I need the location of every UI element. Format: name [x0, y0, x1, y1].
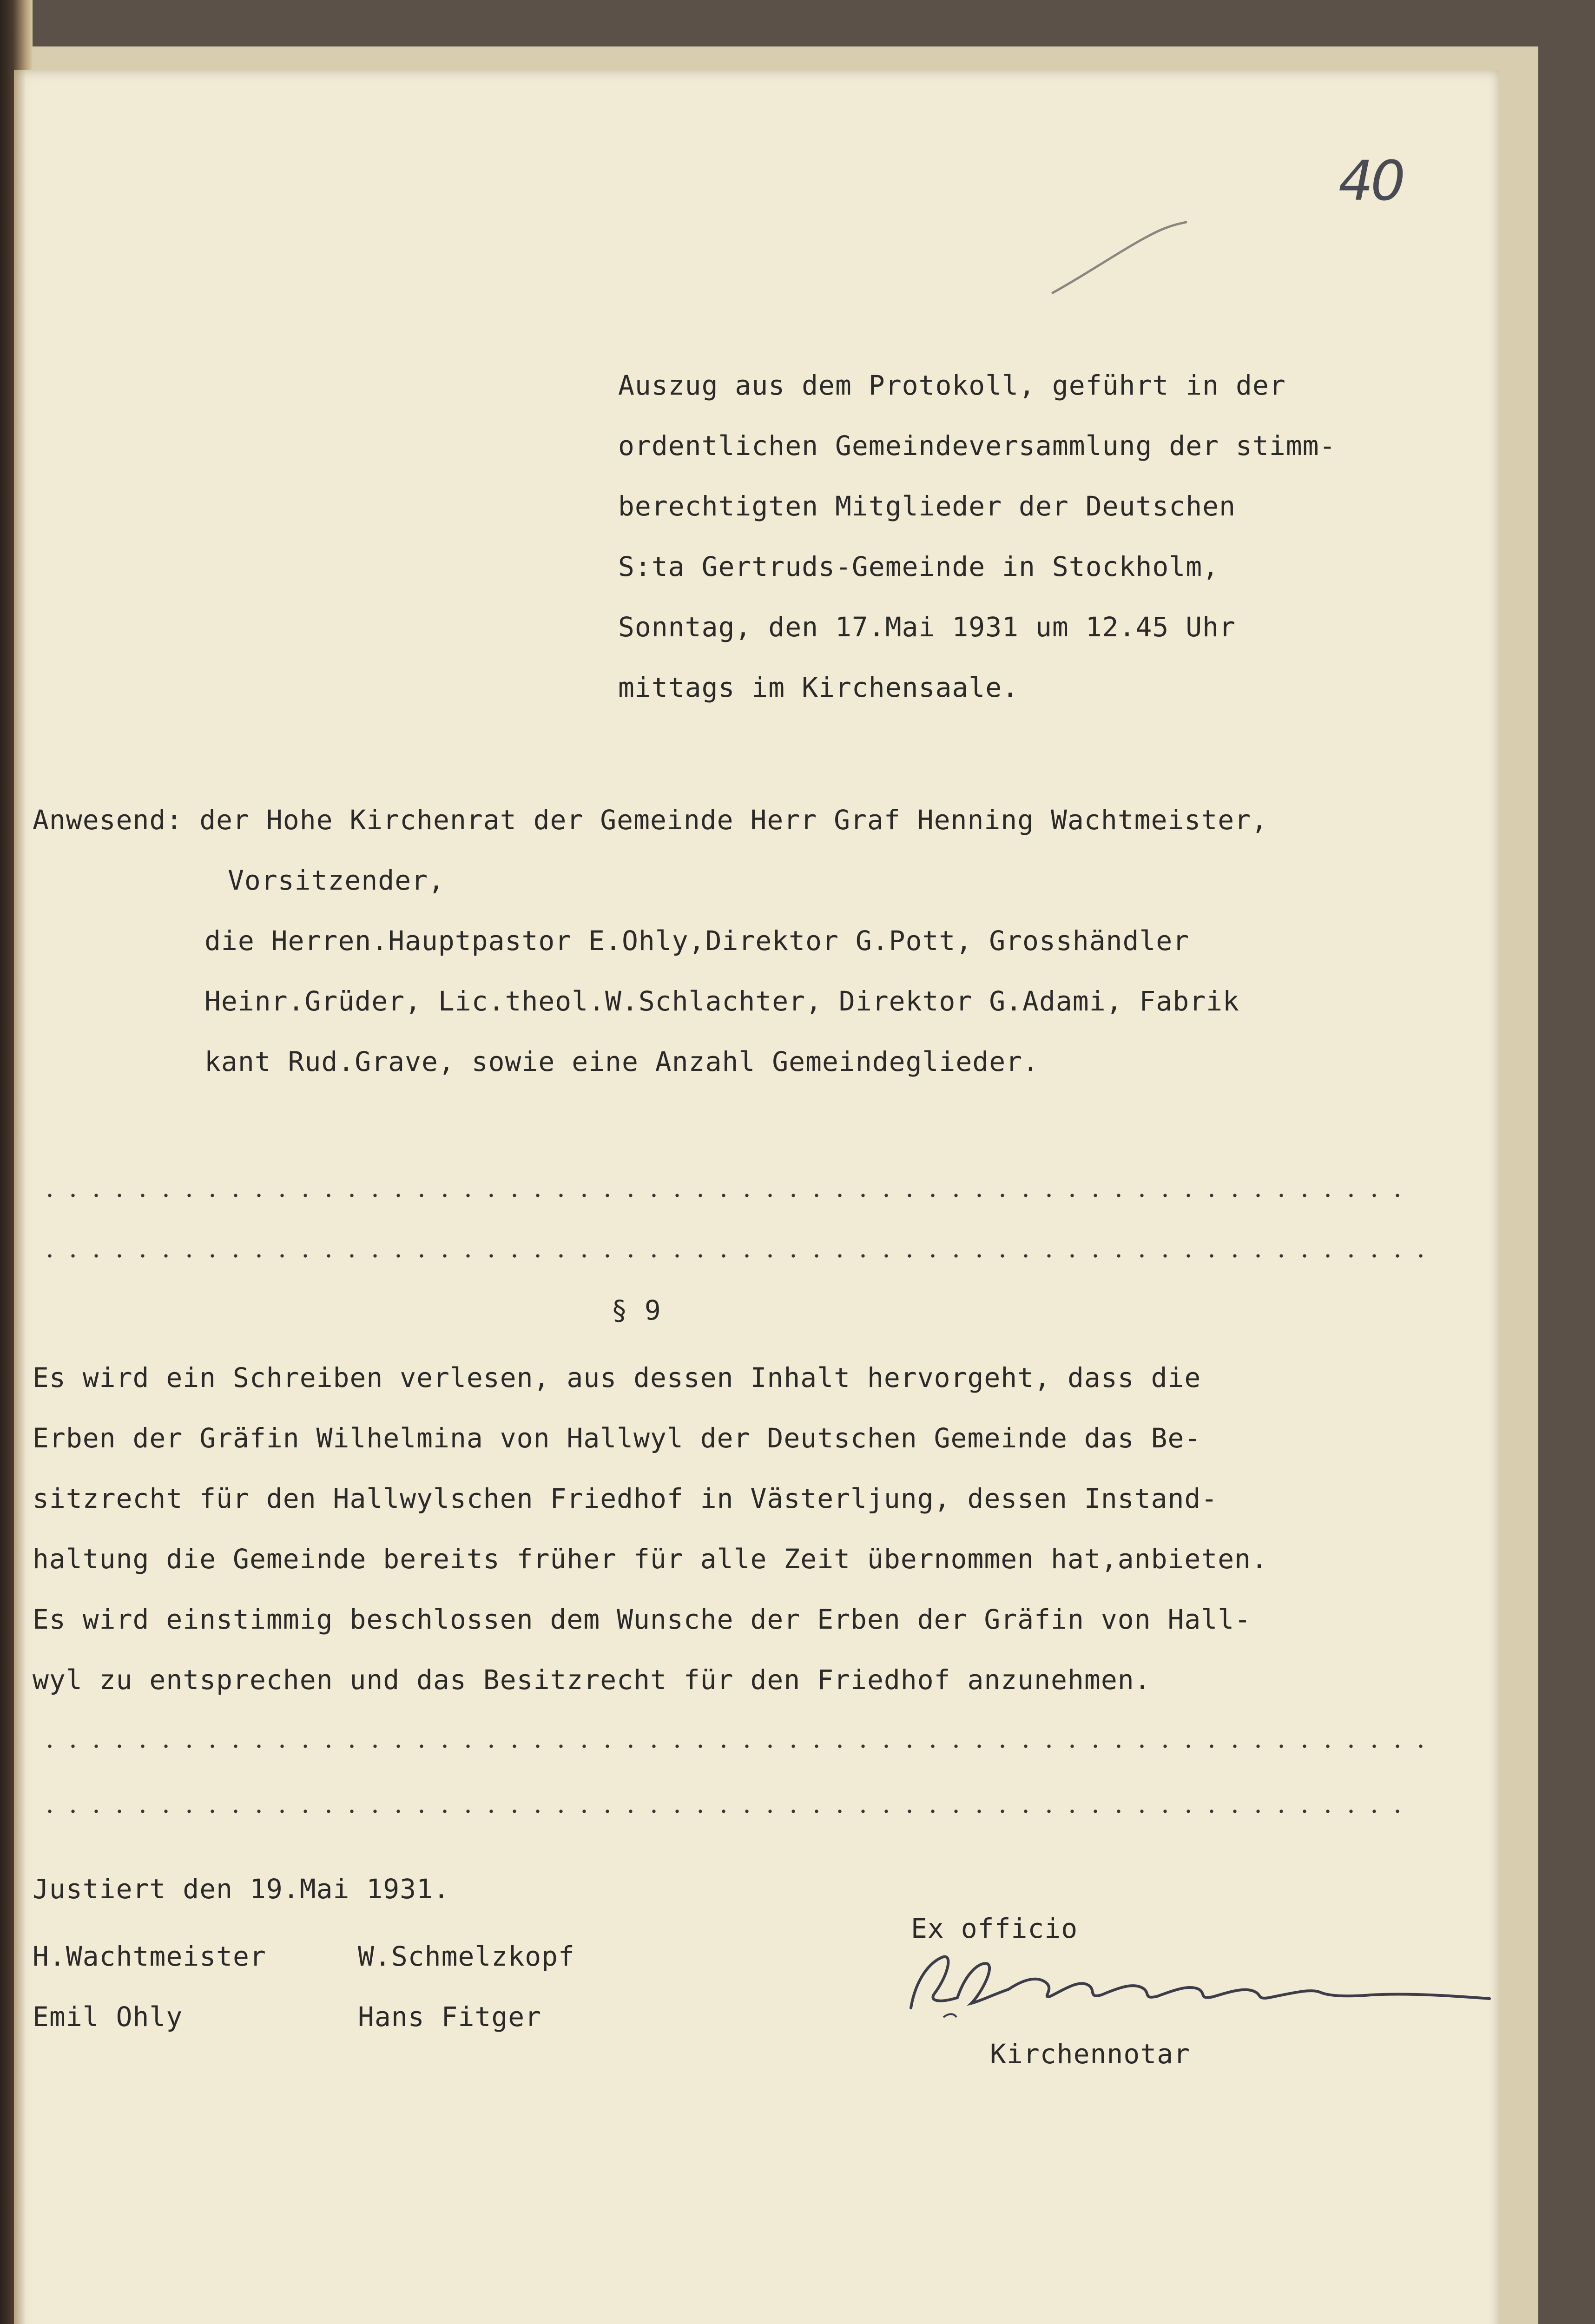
signer-name: W.Schmelzkopf — [358, 1941, 575, 1972]
page-number: 40 — [1338, 149, 1403, 213]
signer-name: H.Wachtmeister — [33, 1941, 266, 1972]
page-fold-shadow — [14, 70, 26, 2324]
dotted-separator — [38, 1808, 1414, 1815]
body-line: sitzrecht für den Hallwylschen Friedhof in Västerljung, dessen Instand- — [33, 1483, 1218, 1514]
attendance-line: die Herren.Hauptpastor E.Ohly,Direktor G.Pott, Grosshändler — [204, 925, 1190, 957]
dotted-separator — [38, 1253, 1428, 1259]
signer-name: Emil Ohly — [33, 2001, 183, 2033]
ex-officio-label: Ex officio — [911, 1913, 1078, 1944]
body-line: Es wird einstimmig beschlossen dem Wunsche der Erben der Gräfin von Hall- — [33, 1604, 1252, 1635]
signer-name: Hans Fitger — [358, 2001, 542, 2033]
section-mark: § 9 — [611, 1294, 661, 1326]
attendance-line: Vorsitzender, — [228, 865, 445, 896]
heading-line: Auszug aus dem Protokoll, geführt in der — [618, 370, 1286, 401]
heading-line: Sonntag, den 17.Mai 1931 um 12.45 Uhr — [618, 611, 1236, 643]
body-line: haltung die Gemeinde bereits früher für alle Zeit übernommen hat,anbieten. — [33, 1543, 1268, 1575]
pencil-mark-icon — [1050, 218, 1190, 302]
body-line: Erben der Gräfin Wilhelmina von Hallwyl der Deutschen Gemeinde das Be- — [33, 1422, 1201, 1454]
dotted-separator — [38, 1743, 1432, 1750]
attendance-line: Anwesend: der Hohe Kirchenrat der Gemeinde Herr Graf Henning Wachtmeister, — [33, 804, 1268, 836]
body-line: wyl zu entsprechen und das Besitzrecht für den Friedhof anzunehmen. — [33, 1664, 1151, 1696]
notary-signature — [902, 1943, 1496, 2022]
dotted-separator — [38, 1192, 1400, 1199]
heading-line: S:ta Gertruds-Gemeinde in Stockholm, — [618, 551, 1219, 582]
attendance-line: kant Rud.Grave, sowie eine Anzahl Gemeindeglieder. — [204, 1046, 1039, 1077]
heading-line: berechtigten Mitglieder der Deutschen — [618, 490, 1236, 522]
notary-title: Kirchennotar — [990, 2038, 1191, 2070]
heading-line: ordentlichen Gemeindeversammlung der stimm- — [618, 430, 1336, 462]
justification-date: Justiert den 19.Mai 1931. — [33, 1873, 450, 1905]
attendance-line: Heinr.Grüder, Lic.theol.W.Schlachter, Direktor G.Adami, Fabrik — [204, 985, 1239, 1017]
body-line: Es wird ein Schreiben verlesen, aus dessen Inhalt hervorgeht, dass die — [33, 1362, 1201, 1393]
heading-line: mittags im Kirchensaale. — [618, 672, 1019, 703]
